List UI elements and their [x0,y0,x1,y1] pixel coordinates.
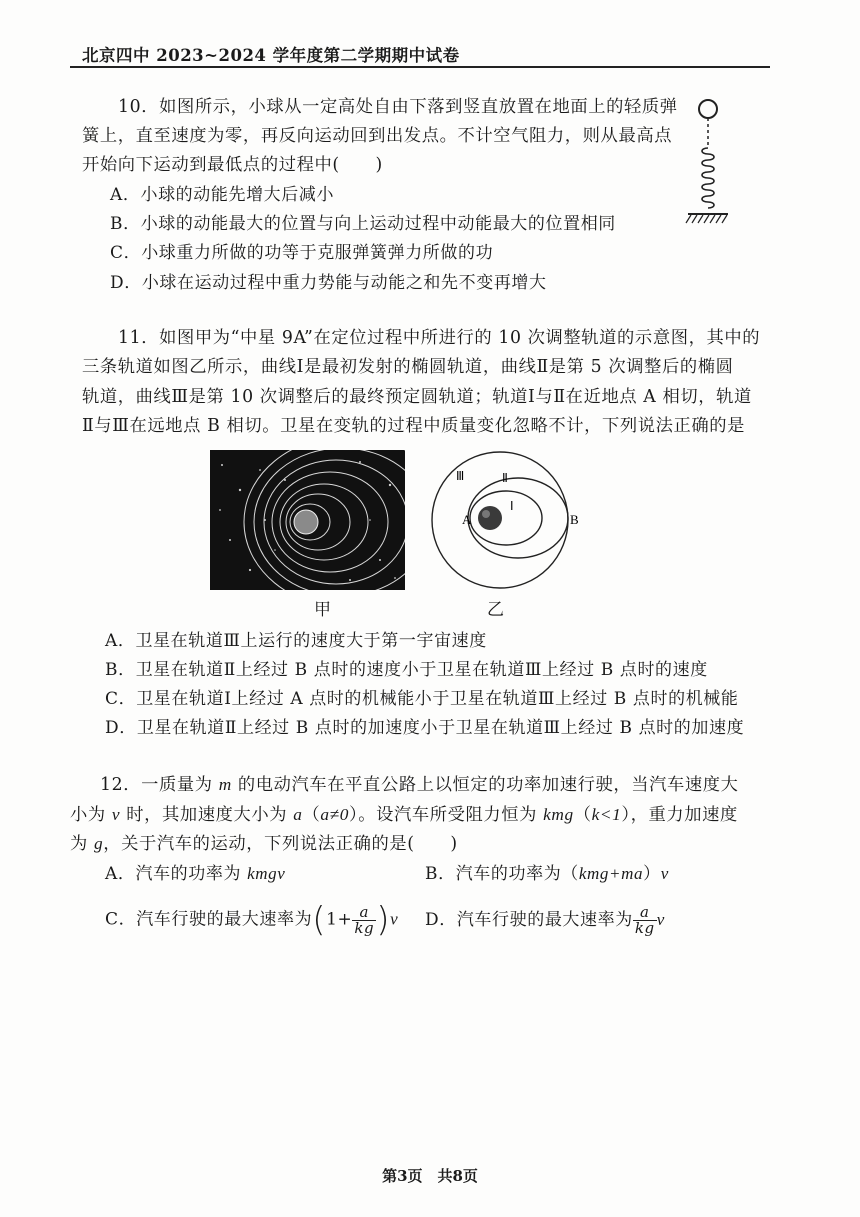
q11-option-b: B．卫星在轨道Ⅱ上经过 B 点时的速度小于卫星在轨道Ⅲ上经过 B 点时的速度 [105,660,708,680]
q11-option-d: D．卫星在轨道Ⅱ上经过 B 点时的加速度小于卫星在轨道Ⅲ上经过 B 点时的加速度 [105,718,745,738]
label-ii: Ⅱ [502,471,508,485]
q10-line-3: 开始向下运动到最低点的过程中( ) [82,155,383,175]
label-i: Ⅰ [510,499,514,513]
q11-line-1: 11．如图甲为“中星 9A”在定位过程中所进行的 10 次调整轨道的示意图，其中的 [118,328,761,348]
q11-line-2: 三条轨道如图乙所示，曲线Ⅰ是最初发射的椭圆轨道，曲线Ⅱ是第 5 次调整后的椭圆 [82,357,734,377]
label-iii: Ⅲ [456,469,465,483]
q11-line-3: 轨道，曲线Ⅲ是第 10 次调整后的最终预定圆轨道；轨道Ⅰ与Ⅱ在近地点 A 相切，轨道 [82,387,752,407]
q10-option-a: A．小球的动能先增大后减小 [110,185,335,205]
figure-caption-yi: 乙 [487,600,504,620]
orbit-photo-figure [210,450,405,590]
q11-line-4: Ⅱ与Ⅲ在远地点 B 相切。卫星在变轨的过程中质量变化忽略不计，下列说法正确的是 [82,416,746,436]
q12-line-1: 12．一质量为 m 的电动汽车在平直公路上以恒定的功率加速行驶，当汽车速度大 [100,775,739,795]
fraction-a-over-kg: $\frac{a}{kg}$ [354,902,375,937]
q12-option-c: C．汽车行驶的最大速率为(1+ $\frac{a}{kg}$ )v [105,900,399,940]
spring-coil [702,148,714,208]
q12-option-a: A．汽车的功率为 kmgv [105,864,286,884]
q10-option-b: B．小球的动能最大的位置与向上运动过程中动能最大的位置相同 [110,214,616,234]
orbit-diagram [418,446,593,596]
q10-option-d: D．小球在运动过程中重力势能与动能之和先不变再增大 [110,273,547,293]
earth-photo [294,510,318,534]
page-footer: 第3页 共8页 [382,1167,478,1185]
q12-option-b: B．汽车的功率为（kmg+ma）v [425,864,669,884]
ground-hatch [686,215,727,223]
figure-caption-jia: 甲 [314,600,331,620]
q12-line-2: 小为 v 时，其加速度大小为 a（a≠0）。设汽车所受阻力恒为 kmg（k<1），重力加速度 [70,805,738,825]
q10-option-c: C．小球重力所做的功等于克服弹簧弹力所做的功 [110,243,494,263]
label-b: B [570,512,579,527]
spring-ball-figure [682,96,734,228]
q12-line-3: 为 g，关于汽车的运动，下列说法正确的是( ) [70,834,458,854]
q12-option-d: D．汽车行驶的最大速率为 $\frac{a}{kg}$ v [425,903,665,937]
q10-line-1: 10．如图所示，小球从一定高处自由下落到竖直放置在地面上的轻质弹 [118,97,678,117]
earth [478,506,502,530]
header-rule [70,66,770,68]
exam-header: 北京四中 2023~2024 学年度第二学期期中试卷 [82,46,460,65]
q11-option-a: A．卫星在轨道Ⅲ上运行的速度大于第一宇宙速度 [105,631,487,651]
fraction-a-over-kg-d: $\frac{a}{kg}$ [634,903,655,937]
ball [699,100,717,118]
label-a: A [462,512,472,527]
q10-line-2: 簧上，直至速度为零，再反向运动回到出发点。不计空气阻力，则从最高点 [82,126,673,146]
q11-option-c: C．卫星在轨道Ⅰ上经过 A 点时的机械能小于卫星在轨道Ⅲ上经过 B 点时的机械能 [105,689,739,709]
